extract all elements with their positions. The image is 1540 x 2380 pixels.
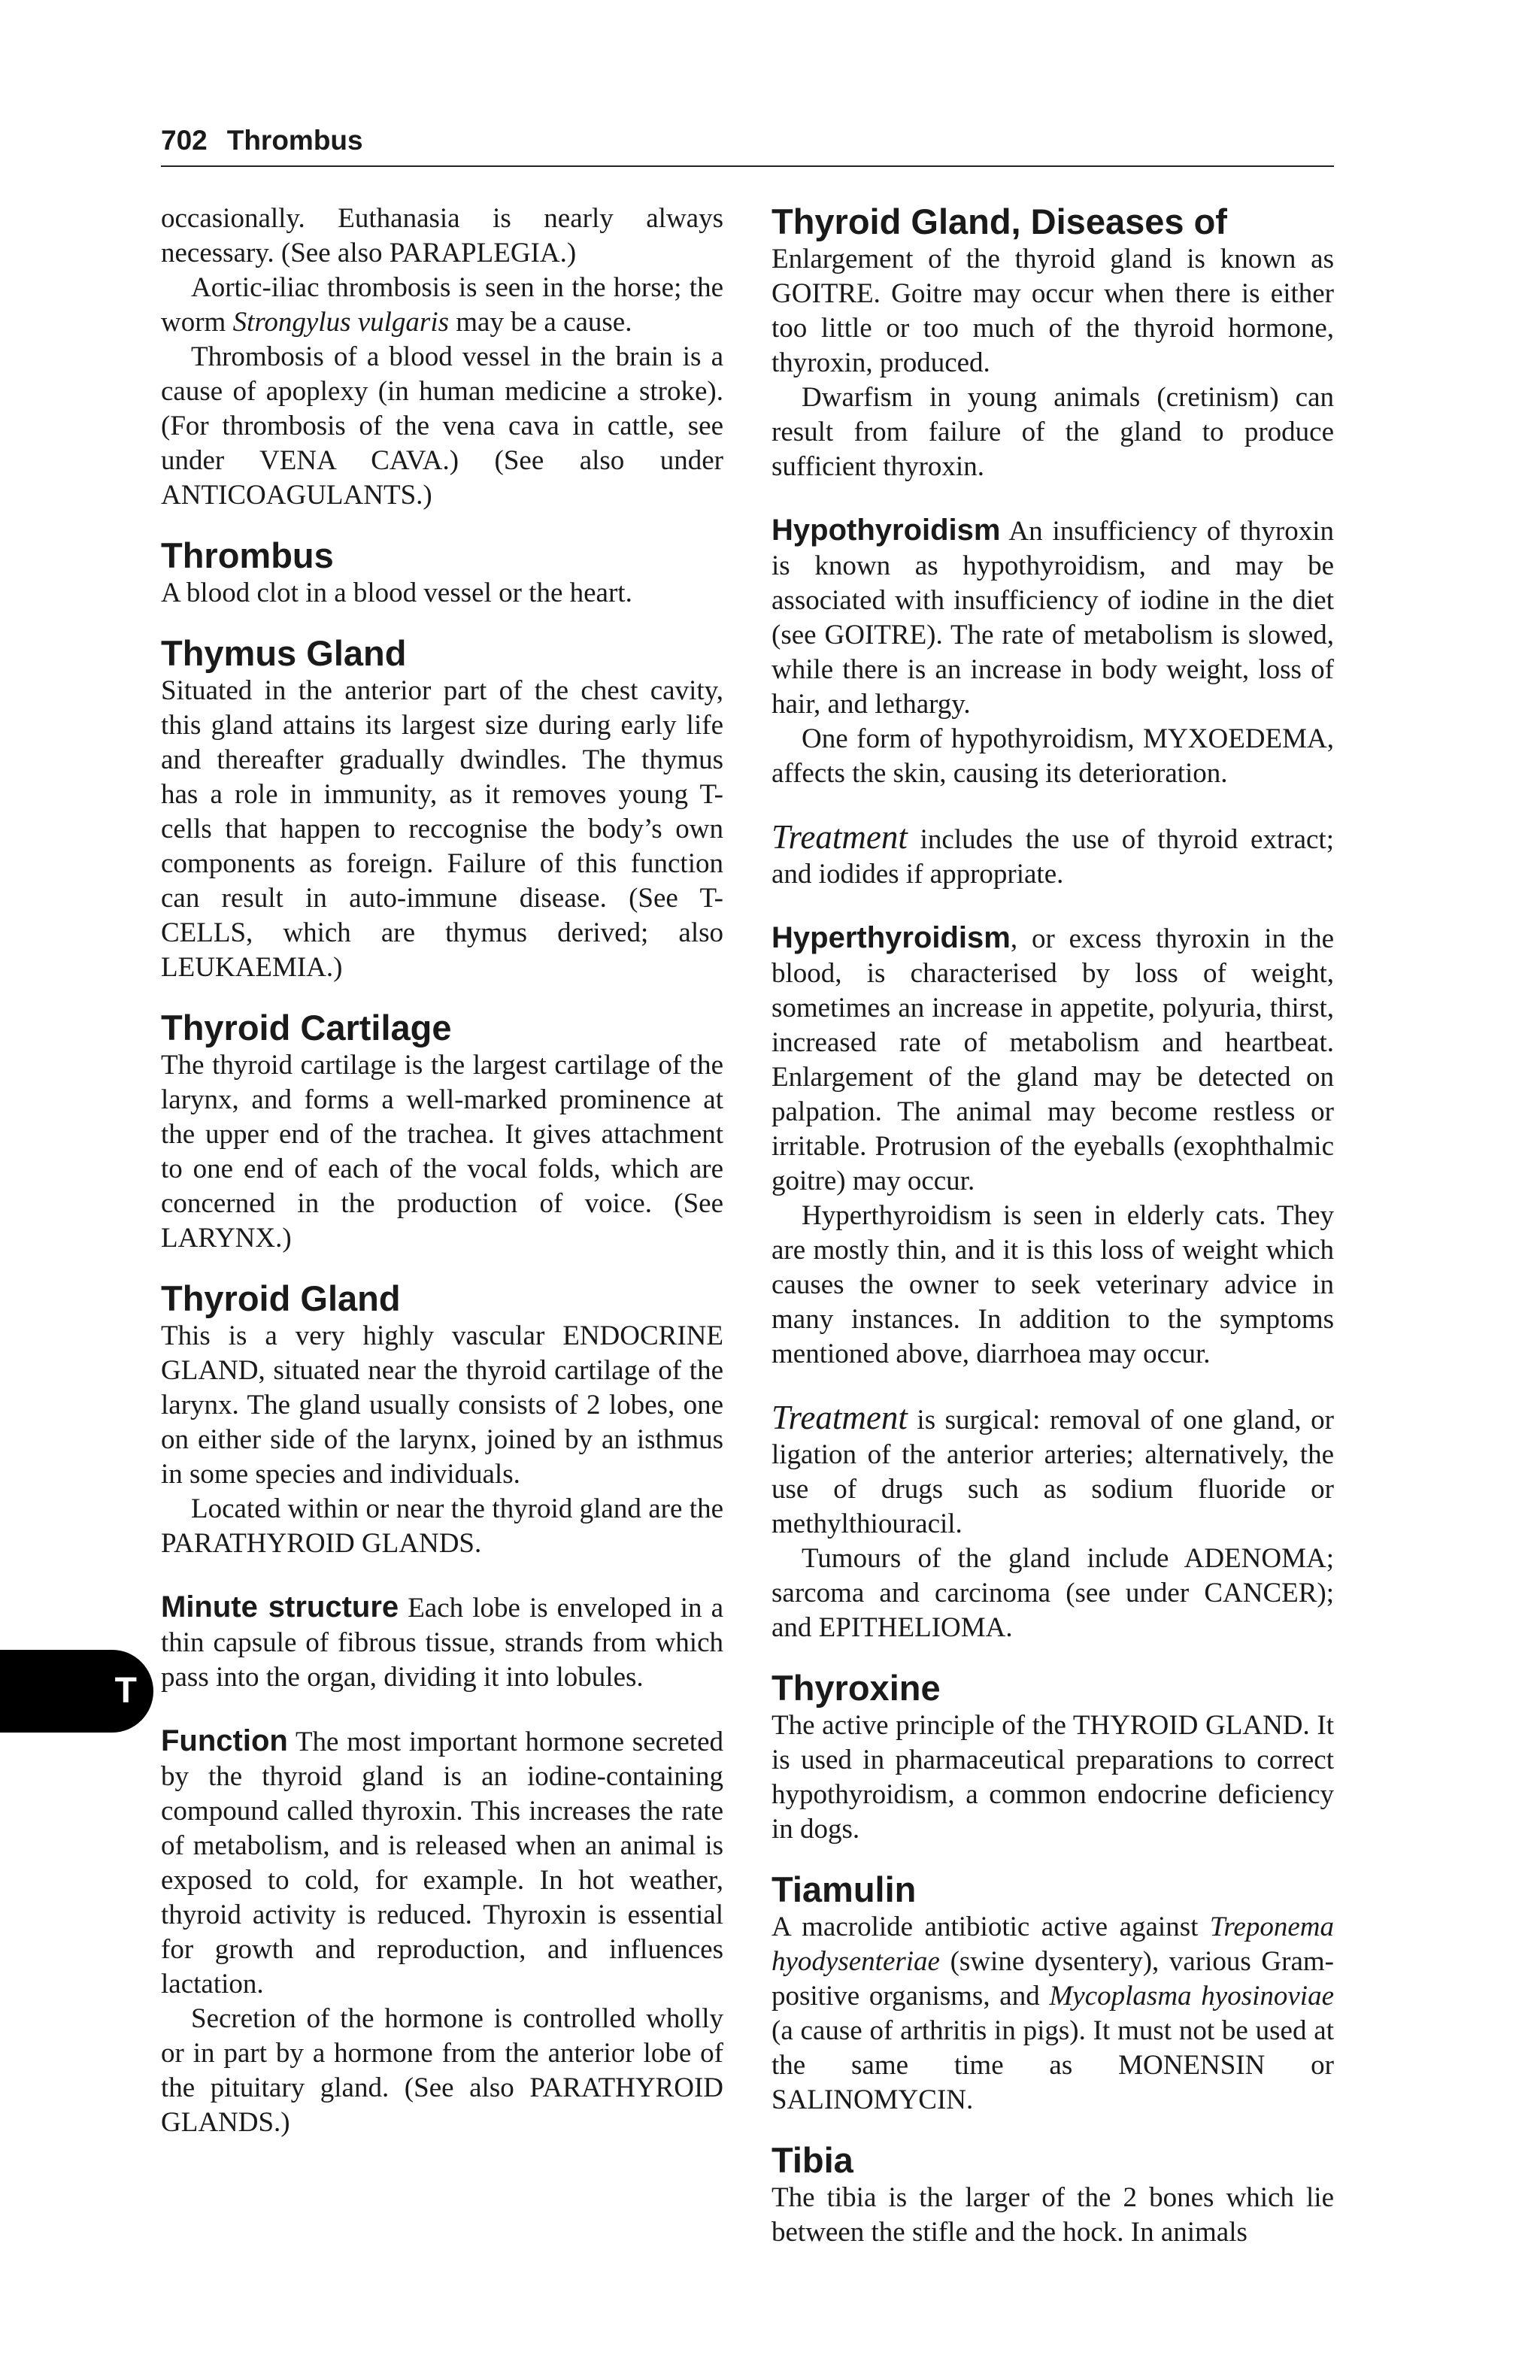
thyroid-cartilage-definition: The thyroid cartilage is the largest cartilage of the larynx, and forms a well-marked prominence at the upper end of the trachea. It gives attachment to one end of each of the vocal folds, which are concerned in the production of voice. (See LARYNX.) [161, 1050, 723, 1254]
page-header [161, 125, 1334, 167]
thumb-index-tab: T [0, 1650, 153, 1733]
hyperthyroidism-label: Hyperthyroidism [772, 921, 1011, 954]
treatment-label: Treatment [772, 818, 908, 856]
hyper-treatment-paragraph: Treatment is surgical: removal of one gland, or ligation of the anterior arteries; alternatively, the use of drugs such as sodium fluoride or methylthiouracil. [772, 1399, 1334, 1539]
hyperthyroidism-paragraph: Hyperthyroidism, or excess thyroxin in the blood, is characterised by loss of weight, sometimes an increase in appetite, polyuria, thirst, increased rate of metabolism and heartbeat. Enlargement of the gland may be detected on palpation. The animal may become restless or irritable. Protrusion of the eyeballs (exophthalmic goitre) may occur. [772, 921, 1334, 1196]
entry-title-thyroxine: Thyroxine [772, 1668, 941, 1708]
myxoedema-paragraph: One form of hypothyroidism, MYXOEDEMA, affects the skin, causing its deterioration. [772, 723, 1334, 789]
tiamulin-definition: A macrolide antibiotic active against Treponema hyodysenteriae (swine dysentery), various Gram-positive organisms, and Mycoplasma hyosinoviae (a cause of arthritis in pigs). It must not be used at the same time as MONENSIN or SALINOMYCIN. [772, 1912, 1334, 2115]
hypo-treatment-paragraph: Treatment includes the use of thyroid extract; and iodides if appropriate. [772, 818, 1334, 890]
function-label: Function [161, 1724, 288, 1757]
entry-title-thyroid-gland: Thyroid Gland [161, 1278, 401, 1318]
thymus-definition: Situated in the anterior part of the chest cavity, this gland attains its largest size during early life and thereafter gradually dwindles. The thymus has a role in immunity, as it removes young T-cells that happen to reccognise the body’s own components as foreign. Failure of this function can result in auto-immune disease. (See T-CELLS, which are thymus derived; also LEUKAEMIA.) [161, 675, 723, 983]
right-column [772, 202, 1334, 2250]
tumours-paragraph: Tumours of the gland include ADENOMA; sarcoma and carcinoma (see under CANCER); and EPITHELIOMA. [772, 1543, 1334, 1643]
brain-thrombosis-paragraph: Thrombosis of a blood vessel in the brain is a cause of apoplexy (in human medicine a stroke). (For thrombosis of the vena cava in cattle, see under VENA CAVA.) (See also under ANTICOAGULANTS.) [161, 341, 723, 511]
hypothyroidism-paragraph: Hypothyroidism An insufficiency of thyroxin is known as hypothyroidism, and may be associated with insufficiency of iodine in the diet (see GOITRE). The rate of metabolism is slowed, while there is an increase in body weight, loss of hair, and lethargy. [772, 514, 1334, 720]
tibia-definition: The tibia is the larger of the 2 bones which lie between the stifle and the hock. In animals [772, 2182, 1334, 2248]
elderly-cats-paragraph: Hyperthyroidism is seen in elderly cats. They are mostly thin, and it is this loss of weight which causes the owner to seek veterinary advice in many instances. In addition to the symptoms mentioned above, diarrhoea may occur. [772, 1200, 1334, 1369]
page-number: 702 [161, 125, 208, 156]
hypothyroidism-label: Hypothyroidism [772, 514, 1001, 547]
thrombus-definition: A blood clot in a blood vessel or the heart. [161, 578, 632, 608]
entry-title-thyroid-cartilage: Thyroid Cartilage [161, 1008, 452, 1048]
entry-title-thyroid-gland-diseases: Thyroid Gland, Diseases of [772, 202, 1227, 241]
species-name: Treponema hyodysenteriae [772, 1912, 1334, 1977]
goitre-paragraph: Enlargement of the thyroid gland is known as GOITRE. Goitre may occur when there is either too little or too much of the thyroid hormone, thyroxin, produced. [772, 244, 1334, 378]
species-name: Mycoplasma hyosinoviae [1049, 1981, 1334, 2012]
function-paragraph: Function The most important hormone secreted by the thyroid gland is an iodine-containing compound called thyroxin. This increases the rate of metabolism, and is released when an animal is exposed to cold, for example. In hot weather, thyroid activity is reduced. Thyroxin is essential for growth and reproduction, and influences lactation. [161, 1724, 723, 2000]
thyroxine-definition: The active principle of the THYROID GLAND. It is used in pharmaceutical preparations to correct hypothyroidism, a common endocrine deficiency in dogs. [772, 1710, 1334, 1845]
entry-title-thymus-gland: Thymus Gland [161, 633, 407, 673]
entry-title-tiamulin: Tiamulin [772, 1869, 917, 1909]
entry-title-tibia: Tibia [772, 2140, 853, 2180]
secretion-paragraph: Secretion of the hormone is controlled wholly or in part by a hormone from the anterior lobe of the pituitary gland. (See also PARATHYROID GLANDS.) [161, 2003, 723, 2138]
entry-title-thrombus: Thrombus [161, 535, 334, 575]
treatment-label: Treatment [772, 1399, 908, 1436]
aortic-iliac-paragraph: Aortic-iliac thrombosis is seen in the horse; the worm Strongylus vulgaris may be a cause. [161, 272, 723, 338]
left-column [161, 202, 723, 2140]
continued-paragraph: occasionally. Euthanasia is nearly always necessary. (See also PARAPLEGIA.) [161, 203, 723, 268]
parathyroid-location-paragraph: Located within or near the thyroid gland are the PARATHYROID GLANDS. [161, 1493, 723, 1559]
thyroid-gland-definition: This is a very highly vascular ENDOCRINE GLAND, situated near the thyroid cartilage of the larynx. The gland usually consists of 2 lobes, one on either side of the larynx, joined by an isthmus in some species and individuals. [161, 1320, 723, 1490]
minute-structure-paragraph: Minute structure Each lobe is enveloped in a thin capsule of fibrous tissue, strands from which pass into the organ, dividing it into lobules. [161, 1590, 723, 1693]
running-title: Thrombus [226, 125, 363, 156]
species-name: Strongylus vulgaris [232, 307, 450, 338]
minute-structure-label: Minute structure [161, 1590, 399, 1624]
dwarfism-paragraph: Dwarfism in young animals (cretinism) can result from failure of the gland to produce sufficient thyroxin. [772, 382, 1334, 482]
